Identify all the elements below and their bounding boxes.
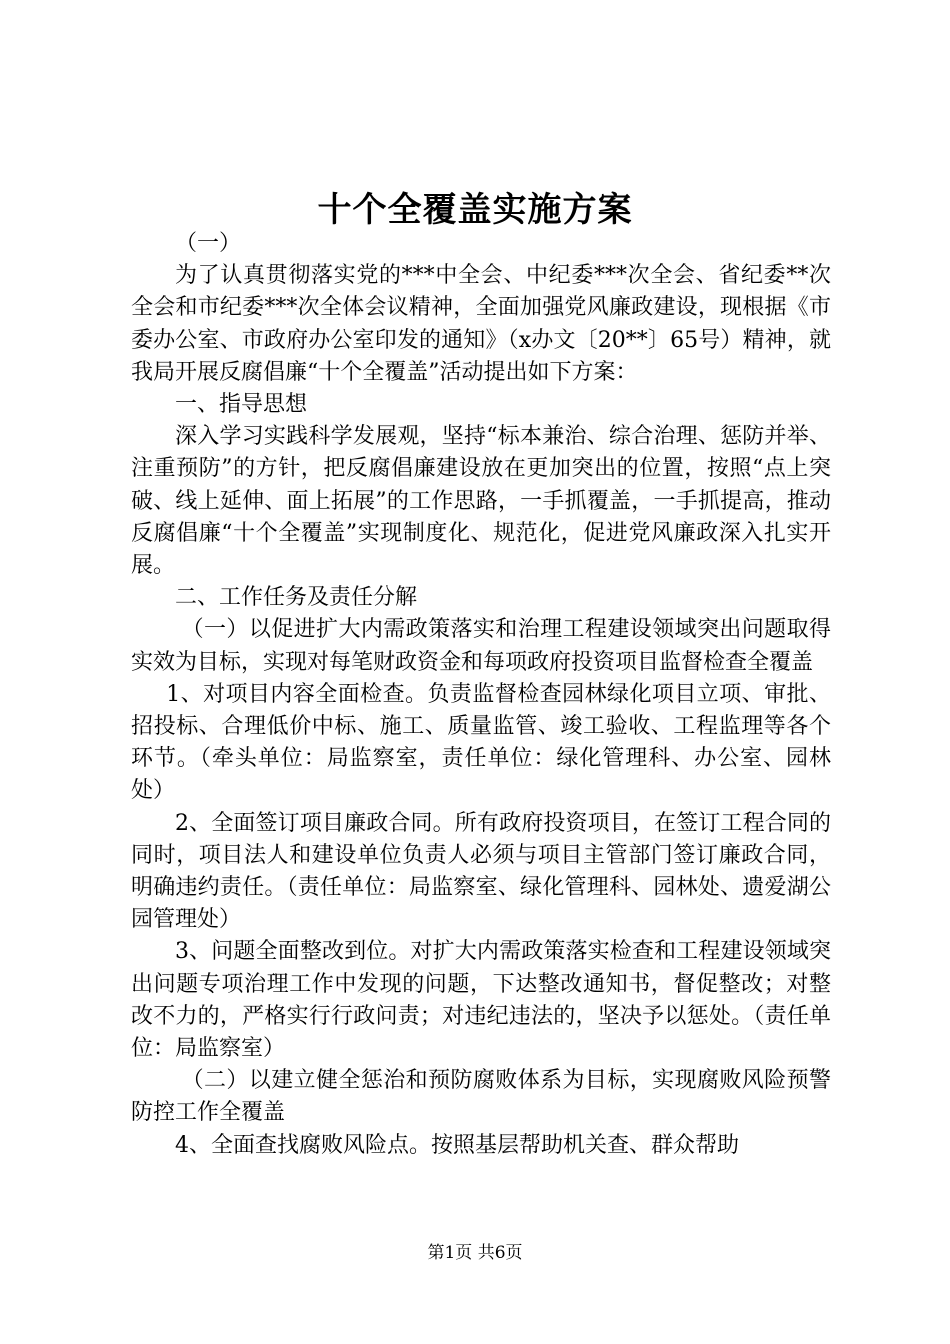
guiding-ideology-paragraph: 深入学习实践科学发展观，坚持“标本兼治、综合治理、惩防并举、注重预防”的方针，把反腐倡廉建设放在更加突出的位置，按照“点上突破、线上延伸、面上拓展”的工作思路，一手抓覆盖，一手抓提高，推动反腐倡廉“十个全覆盖”实现制度化、规范化，促进党风廉政深入扎实开展。 [131,424,831,579]
task-item-3: 3、问题全面整改到位。对扩大内需政策落实检查和工程建设领域突出问题专项治理工作中发现的问题，下达整改通知书，督促整改；对整改不力的，严格实行行政问责；对违纪违法的，坚决予以惩处。（责任单位：局监察室） [131,939,831,1062]
subheading-task-one: （一）以促进扩大内需政策落实和治理工程建设领域突出问题取得实效为目标，实现对每笔财政资金和每项政府投资项目监督检查全覆盖 [131,617,831,675]
section-number: （一） [175,231,242,256]
task-item-2: 2、全面签订项目廉政合同。所有政府投资项目，在签订工程合同的同时，项目法人和建设单位负责人必须与项目主管部门签订廉政合同，明确违约责任。（责任单位：局监察室、绿化管理科、园林处、遗爱湖公园管理处） [131,810,831,933]
document-title: 十个全覆盖实施方案 [317,190,633,230]
heading-guiding-ideology: 一、指导思想 [175,392,308,418]
intro-paragraph: 为了认真贯彻落实党的***中全会、中纪委***次全会、省纪委**次全会和市纪委***次全体会议精神，全面加强党风廉政建设，现根据《市委办公室、市政府办公室印发的通知》（x办文〔20**〕65号）精神，就我局开展反腐倡廉“十个全覆盖”活动提出如下方案： [131,263,831,385]
subheading-task-two: （二）以建立健全惩治和预防腐败体系为目标，实现腐败风险预警防控工作全覆盖 [131,1068,831,1126]
document-body [131,228,831,1162]
task-item-4: 4、全面查找腐败风险点。按照基层帮助机关查、群众帮助 [175,1132,739,1158]
task-item-1: 1、对项目内容全面检查。负责监督检查园林绿化项目立项、审批、招投标、合理低价中标、施工、质量监管、竣工验收、工程监理等各个环节。（牵头单位：局监察室，责任单位：绿化管理科、办公室、园林处） [131,681,831,804]
page-footer: 第1页 共6页 [427,1243,523,1263]
heading-tasks: 二、工作任务及责任分解 [175,585,418,611]
